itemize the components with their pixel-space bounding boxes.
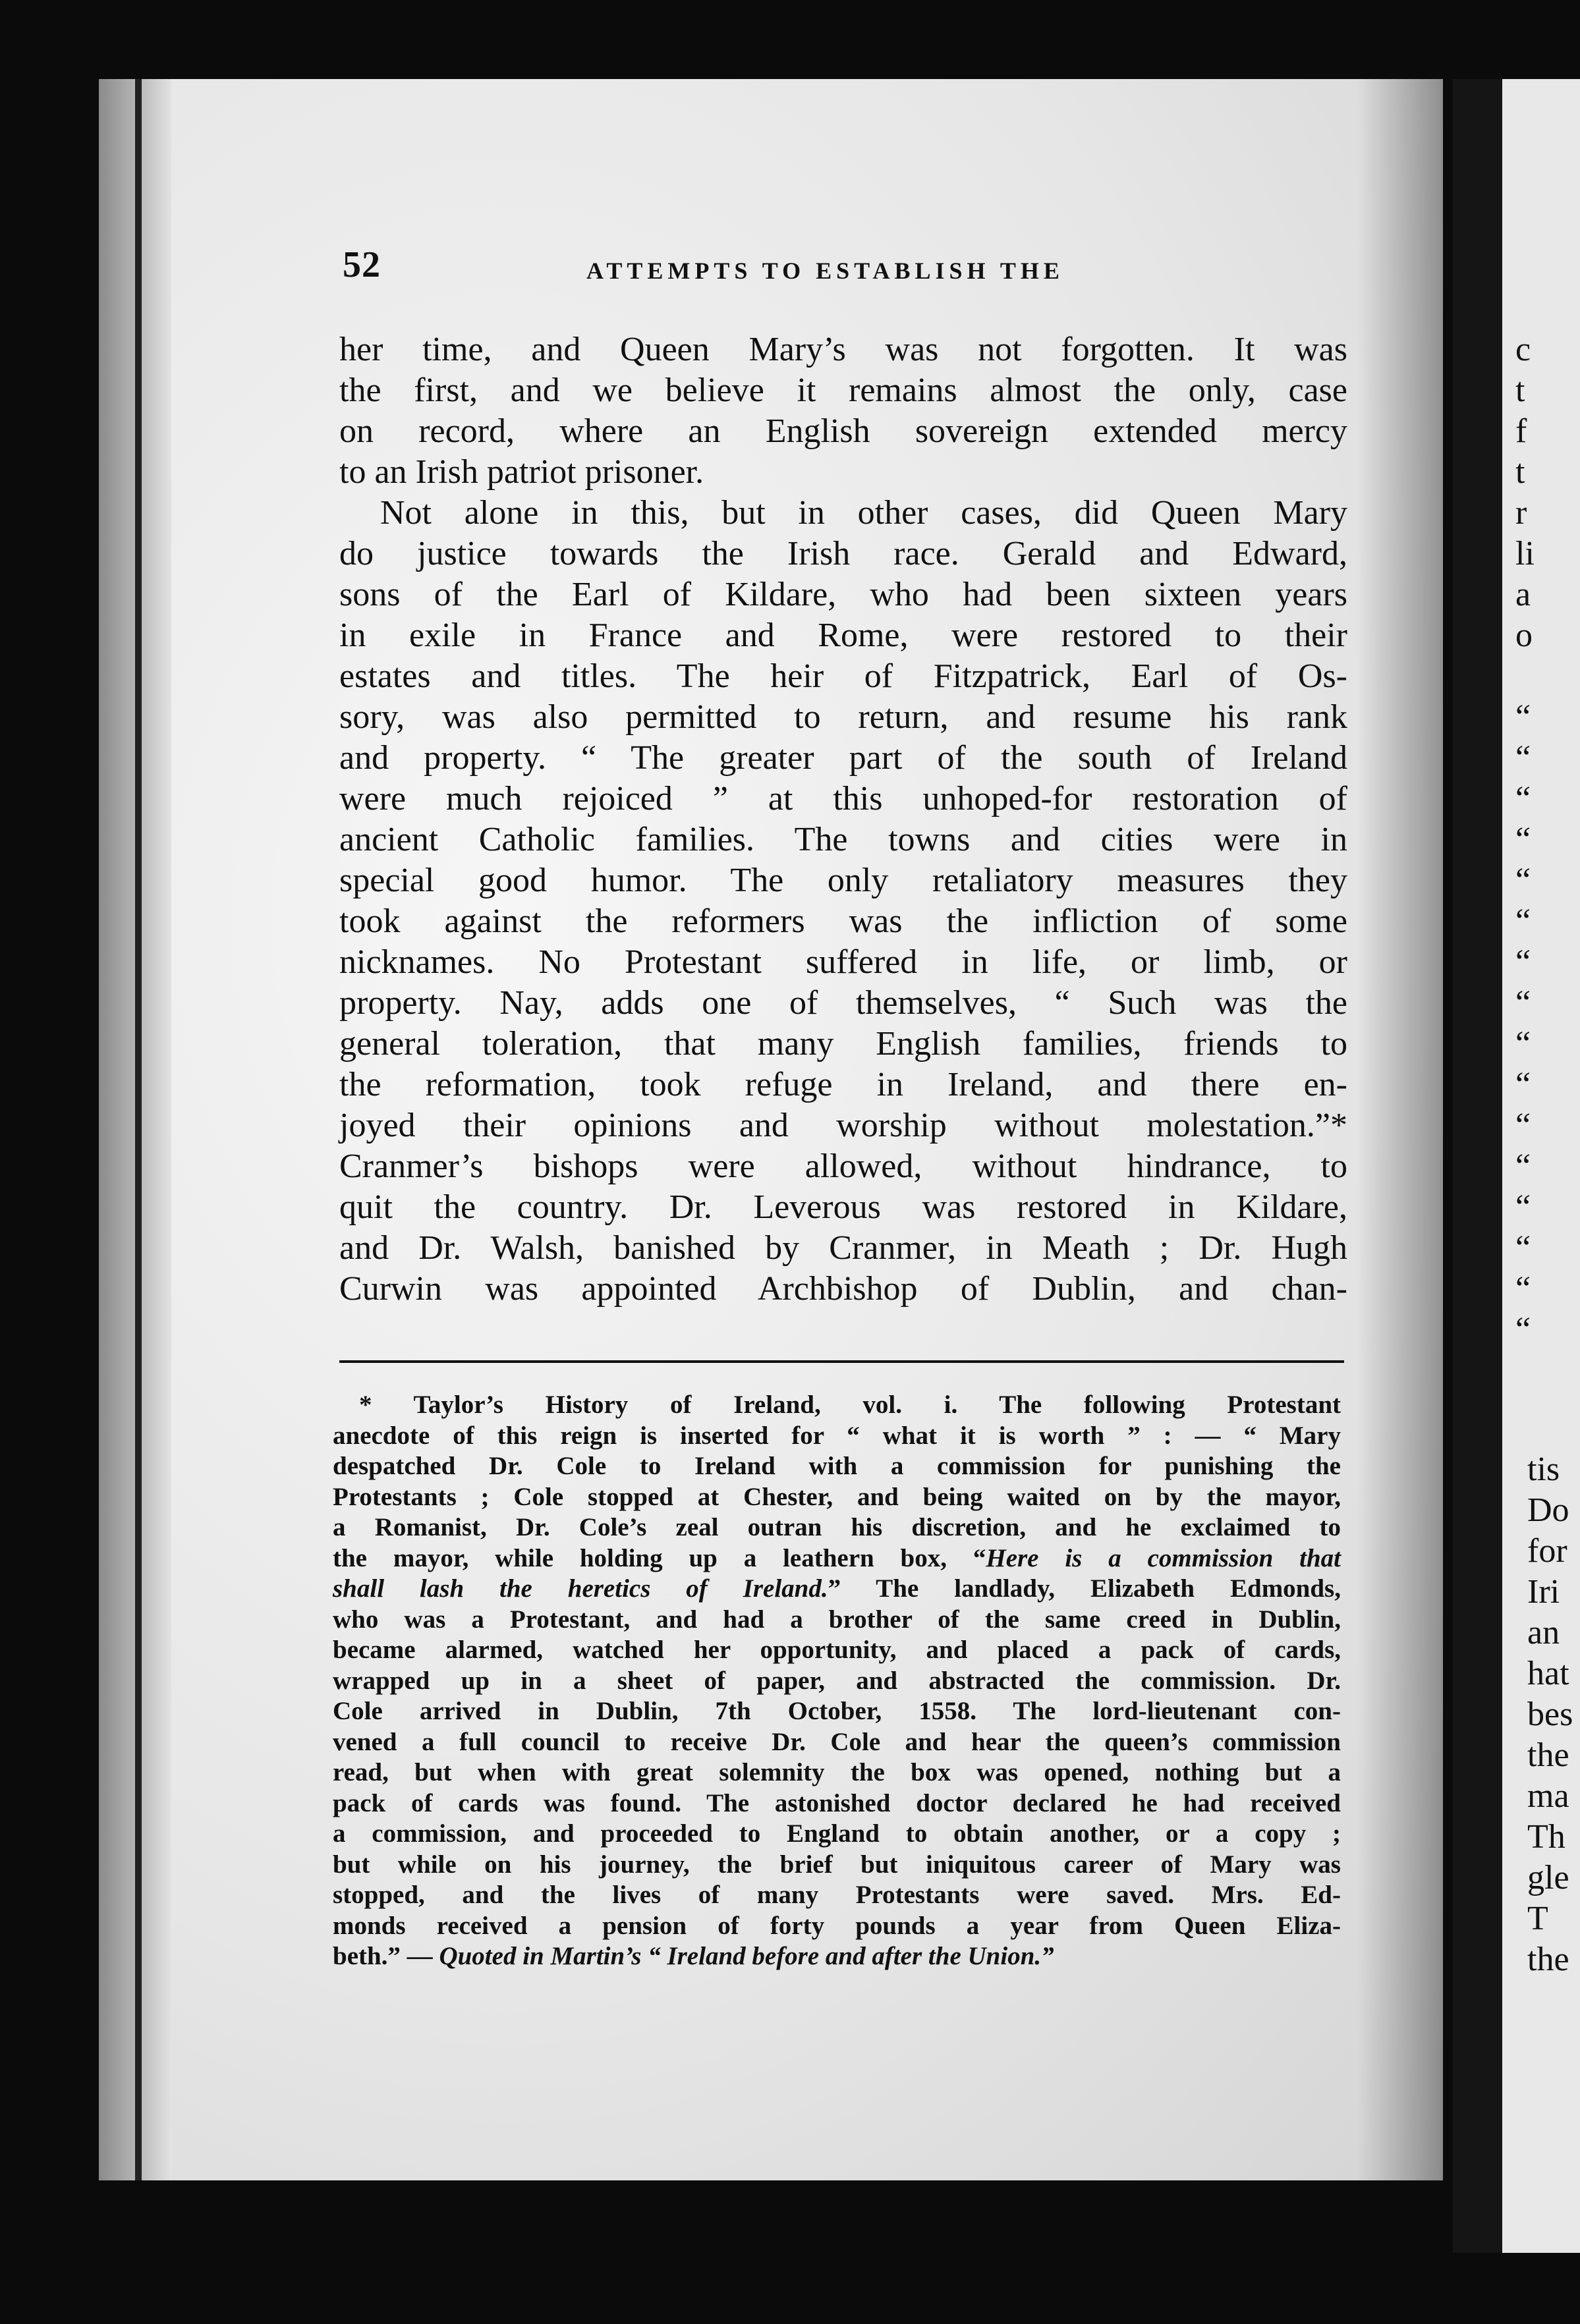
fragment: Do xyxy=(1527,1491,1569,1529)
fragment: hat xyxy=(1527,1655,1569,1692)
fragment: for xyxy=(1527,1532,1567,1570)
footnote-rule xyxy=(339,1360,1344,1363)
footnote-line: Protestants ; Cole stopped at Chester, and being waited on by the mayor, xyxy=(333,1482,1341,1511)
fragment: “ xyxy=(1515,862,1531,899)
fragment: T xyxy=(1527,1900,1548,1937)
fragment: “ xyxy=(1515,821,1531,858)
body-line: and Dr. Walsh, banished by Cranmer, in Meath ; Dr. Hugh xyxy=(339,1229,1347,1267)
body-line: do justice towards the Irish race. Gerald and Edward, xyxy=(339,535,1347,572)
facing-page-text-upper xyxy=(1515,329,1580,1350)
footnote-text: ” The landlady, Elizabeth Edmonds, xyxy=(828,1574,1341,1603)
fragment: “ xyxy=(1515,1025,1531,1063)
footnote-line: despatched Dr. Cole to Ireland with a commission for punishing the xyxy=(333,1452,1341,1480)
fragment: r xyxy=(1515,494,1527,532)
fragment: “ xyxy=(1515,1229,1531,1267)
body-line: nicknames. No Protestant suffered in life, or limb, or xyxy=(339,943,1347,981)
fragment xyxy=(1515,656,1580,697)
footnote-line xyxy=(333,1941,1341,1972)
footnote-line: who was a Protestant, and had a brother of the same creed in Dublin, xyxy=(333,1605,1341,1634)
fragment: Th xyxy=(1527,1818,1566,1856)
footnote-line: wrapped up in a sheet of paper, and abstracted the commission. Dr. xyxy=(333,1666,1341,1695)
body-line: were much rejoiced ” at this unhoped-for restoration of xyxy=(339,780,1347,817)
binding-shadow xyxy=(135,79,142,2180)
footnote-text: the mayor, while holding up a leathern box, “ xyxy=(333,1543,986,1572)
body-line: property. Nay, adds one of themselves, “ Such was the xyxy=(339,984,1347,1022)
footnote-line: a commission, and proceeded to England to obtain another, or a copy ; xyxy=(333,1819,1341,1848)
body-line: the reformation, took refuge in Ireland, and there en- xyxy=(339,1066,1347,1103)
body-text xyxy=(339,329,1347,1310)
fragment: “ xyxy=(1515,1066,1531,1103)
fragment: gle xyxy=(1527,1859,1569,1896)
body-line: Not alone in this, but in other cases, did Queen Mary xyxy=(380,494,1347,532)
body-line: quit the country. Dr. Leverous was restored in Kildare, xyxy=(339,1188,1347,1226)
fragment: o xyxy=(1515,617,1533,654)
footnote-line: a Romanist, Dr. Cole’s zeal outran his discretion, and he exclaimed to xyxy=(333,1513,1341,1541)
footnote-line: monds received a pension of forty pounds a year from Queen Eliza- xyxy=(333,1911,1341,1940)
footnote xyxy=(333,1390,1341,1972)
body-line: Curwin was appointed Archbishop of Dublin, and chan- xyxy=(339,1270,1347,1308)
facing-page-text-lower xyxy=(1527,1449,1580,1980)
body-line: joyed their opinions and worship without molestation.”* xyxy=(339,1107,1347,1144)
fragment: “ xyxy=(1515,943,1531,981)
fragment: “ xyxy=(1515,698,1531,736)
footnote-line: * Taylor’s History of Ireland, vol. i. The following Protestant xyxy=(359,1391,1341,1419)
footnote-italic: Quoted in Martin’s “ Ireland before and after the Union.” xyxy=(439,1942,1054,1970)
footnote-line xyxy=(333,1543,1341,1574)
footnote-line: stopped, and the lives of many Protestants were saved. Mrs. Ed- xyxy=(333,1881,1341,1909)
footnote-italic: shall lash the heretics of Ireland. xyxy=(333,1574,828,1603)
body-line: on record, where an English sovereign extended mercy xyxy=(339,412,1347,450)
page-gap xyxy=(1453,79,1502,2253)
fragment: “ xyxy=(1515,1270,1531,1308)
body-line: ancient Catholic families. The towns and cities were in xyxy=(339,821,1347,858)
fragment: “ xyxy=(1515,1148,1531,1185)
body-line: her time, and Queen Mary’s was not forgotten. It was xyxy=(339,331,1347,368)
body-line: to an Irish patriot prisoner. xyxy=(339,453,704,491)
footnote-text: beth.” — xyxy=(333,1942,439,1970)
fragment: c xyxy=(1515,331,1531,368)
footnote-line: anecdote of this reign is inserted for “ what it is worth ” : — “ Mary xyxy=(333,1421,1341,1450)
fragment: a xyxy=(1515,576,1531,613)
page-edge-shadow xyxy=(1357,79,1443,2180)
footnote-line: became alarmed, watched her opportunity, and placed a pack of cards, xyxy=(333,1636,1341,1664)
fragment: “ xyxy=(1515,984,1531,1022)
footnote-line: pack of cards was found. The astonished doctor declared he had received xyxy=(333,1788,1341,1817)
fragment: “ xyxy=(1515,1311,1531,1348)
footnote-line: but while on his journey, the brief but iniquitous career of Mary was xyxy=(333,1850,1341,1879)
fragment: bes xyxy=(1527,1696,1573,1733)
fragment: Iri xyxy=(1527,1573,1560,1611)
body-line: general toleration, that many English families, friends to xyxy=(339,1025,1347,1063)
fragment: ma xyxy=(1527,1777,1569,1815)
footnote-italic: Here is a commission that xyxy=(986,1543,1341,1572)
fragment: “ xyxy=(1515,739,1531,777)
body-line: Cranmer’s bishops were allowed, without hindrance, to xyxy=(339,1148,1347,1185)
body-line: in exile in France and Rome, were restored to their xyxy=(339,617,1347,654)
fragment: the xyxy=(1527,1941,1569,1978)
body-line: took against the reformers was the infliction of some xyxy=(339,902,1347,940)
fragment: “ xyxy=(1515,902,1531,940)
page-number: 52 xyxy=(343,244,381,285)
footnote-line: read, but when with great solemnity the box was opened, nothing but a xyxy=(333,1758,1341,1786)
fragment: an xyxy=(1527,1614,1560,1651)
fragment: “ xyxy=(1515,1188,1531,1226)
fragment: the xyxy=(1527,1736,1569,1774)
fragment: t xyxy=(1515,453,1525,491)
body-line: the first, and we believe it remains almost the only, case xyxy=(339,372,1347,409)
fragment: f xyxy=(1515,412,1527,450)
body-line: special good humor. The only retaliatory measures they xyxy=(339,862,1347,899)
body-line: and property. “ The greater part of the south of Ireland xyxy=(339,739,1347,777)
fragment: li xyxy=(1515,535,1535,572)
running-title: ATTEMPTS TO ESTABLISH THE xyxy=(586,258,1064,284)
body-line: estates and titles. The heir of Fitzpatrick, Earl of Os- xyxy=(339,657,1347,695)
fragment: “ xyxy=(1515,780,1531,817)
body-line: sons of the Earl of Kildare, who had been sixteen years xyxy=(339,576,1347,613)
footnote-line: vened a full council to receive Dr. Cole and hear the queen’s commission xyxy=(333,1727,1341,1756)
fragment: t xyxy=(1515,372,1525,409)
fragment: tis xyxy=(1527,1451,1560,1488)
fragment: “ xyxy=(1515,1107,1531,1144)
footnote-line: Cole arrived in Dublin, 7th October, 1558. The lord-lieutenant con- xyxy=(333,1697,1341,1725)
footnote-line xyxy=(333,1574,1341,1605)
body-line: sory, was also permitted to return, and resume his rank xyxy=(339,698,1347,736)
